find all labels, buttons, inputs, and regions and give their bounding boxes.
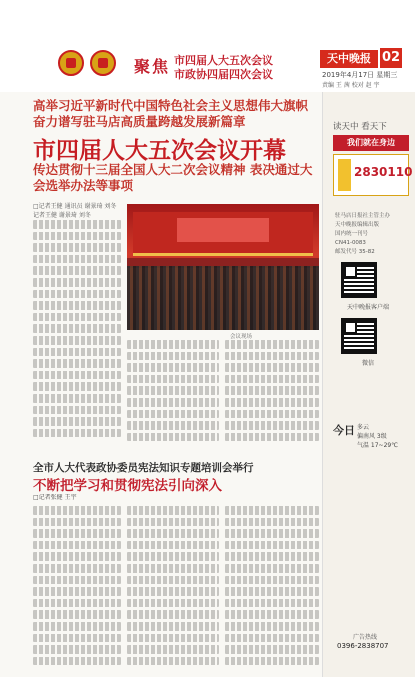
- weather-title: 今日: [333, 424, 355, 437]
- kicker-title: 高举习近平新时代中国特色社会主义思想伟大旗帜 奋力谱写驻马店高质量跨越发展新篇章: [33, 98, 309, 129]
- stage-screen: [177, 218, 269, 242]
- second-article: [0, 460, 322, 677]
- body-column-1: [33, 220, 121, 450]
- date-line: 2019年4月17日 星期三: [322, 71, 398, 79]
- brand-logo: 天中晚报: [320, 50, 378, 68]
- second-column-2: [127, 506, 219, 671]
- weather-line-1: 多云: [357, 424, 370, 431]
- promo-tag: [338, 159, 351, 191]
- section-label: 聚焦: [134, 57, 171, 76]
- info-line-1: 驻马店日报社主管主办: [335, 213, 391, 219]
- second-kicker: 全市人大代表政协委员宪法知识专题培训会举行: [33, 462, 254, 474]
- info-line-5: 邮发代号 35-82: [335, 249, 375, 255]
- info-line-3: 国内统一刊号: [335, 231, 369, 237]
- event-line-2: 市政协四届四次会议: [174, 68, 273, 81]
- info-line-4: CN41-0083: [335, 240, 366, 246]
- info-line-2: 天中晚报编辑出版: [335, 222, 380, 228]
- app-qr-code: [341, 262, 377, 298]
- conference-photo: [127, 204, 319, 330]
- article-byline: □记者王健 通讯员 谢景琦 刘冬 记者王健 谢景琦 刘冬: [33, 203, 117, 219]
- weather-line-3: 气温 17~29℃: [357, 442, 398, 449]
- sidebar-banner: 我们就在身边: [333, 135, 409, 151]
- body-column-3: [225, 340, 319, 450]
- app-qr-label: 天中晚报客户端: [346, 304, 389, 311]
- hotline-number: 0396-2838707: [337, 642, 389, 650]
- body-column-2: [127, 340, 219, 450]
- hotline-label: 广告热线: [353, 634, 378, 641]
- sidebar-slogan: 读天中 看天下: [333, 122, 387, 132]
- national-emblem-icon: [90, 50, 116, 76]
- second-byline: □记者张健 王宇: [33, 494, 77, 501]
- masthead: [0, 0, 415, 92]
- second-headline: 不断把学习和贯彻宪法引向深入: [33, 478, 222, 494]
- sidebar: [322, 92, 415, 677]
- photo-caption: 会议现场: [230, 334, 253, 340]
- audience: [127, 266, 319, 330]
- party-emblem-icon: [58, 50, 84, 76]
- wechat-qr-label: 微信: [361, 360, 374, 367]
- main-headline: 市四届人大五次会议开幕: [33, 138, 286, 164]
- second-column-3: [225, 506, 319, 671]
- weather-line-2: 偏南风 3级: [357, 433, 387, 440]
- second-column-1: [33, 506, 121, 671]
- promo-box: [333, 154, 413, 196]
- promo-number: 2830110: [354, 165, 413, 179]
- page-number: 02: [380, 48, 402, 68]
- event-line-1: 市四届人大五次会议: [174, 54, 273, 67]
- wechat-qr-code: [341, 318, 377, 354]
- sub-headline: 传达贯彻十三届全国人大二次会议精神 表决通过大会选举办法等事项: [33, 162, 313, 193]
- editors-line: 责编 王 茜 校对 赵 宇: [322, 82, 380, 89]
